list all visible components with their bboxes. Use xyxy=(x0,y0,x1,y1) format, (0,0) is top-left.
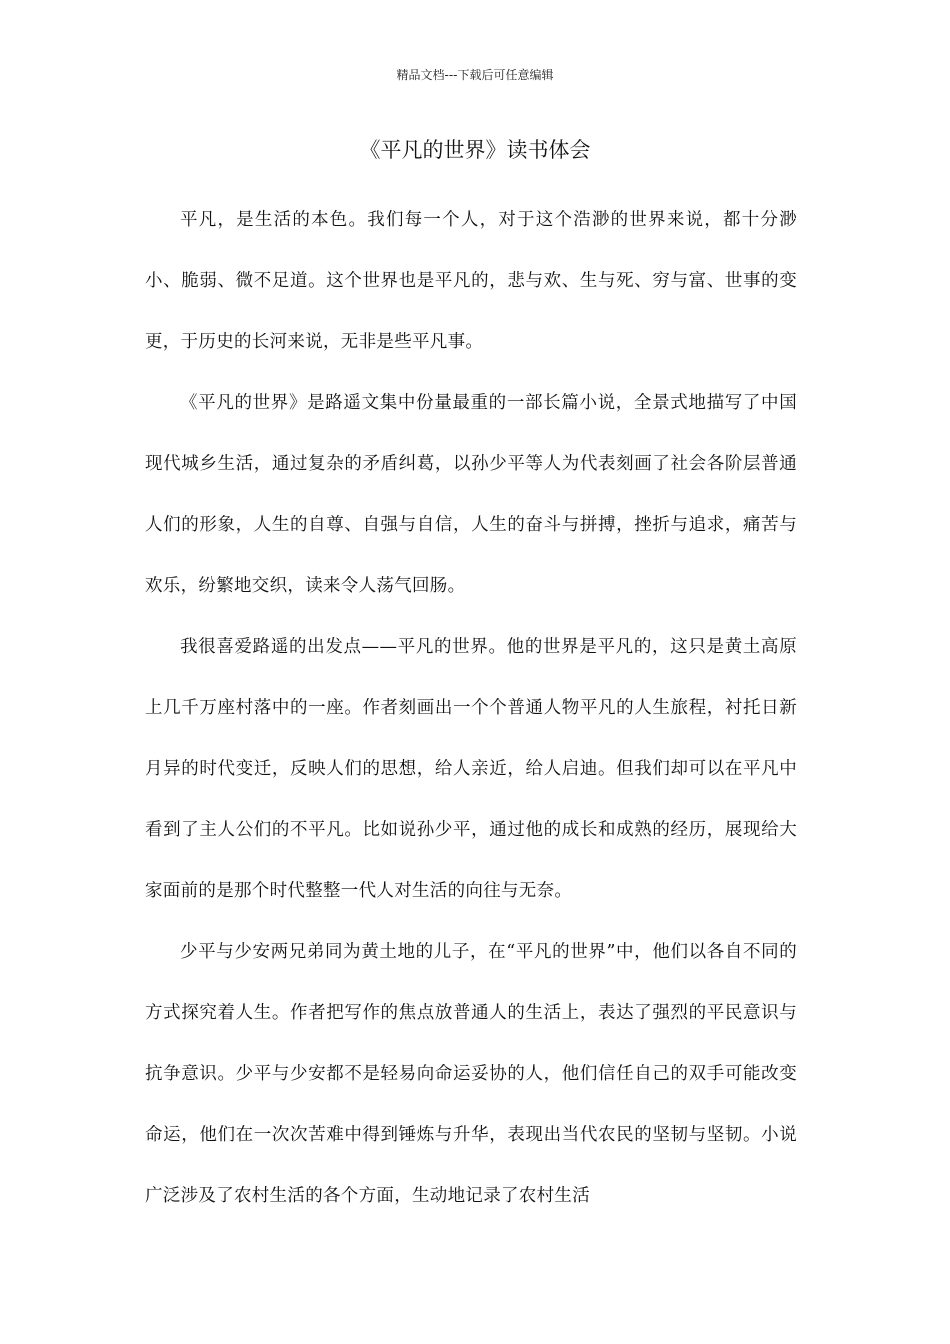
document-body xyxy=(145,190,797,1227)
paragraph: 我很喜爱路遥的出发点——平凡的世界。他的世界是平凡的，这只是黄土高原上几千万座村落中的一座。作者刻画出一个个普通人物平凡的人生旅程，衬托日新月异的时代变迁，反映人们的思想，给人亲近，给人启迪。但我们却可以在平凡中看到了主人公们的不平凡。比如说孙少平，通过他的成长和成熟的经历，展现给大家面前的是那个时代整整一代人对生活的向往与无奈。 xyxy=(145,637,797,901)
document-title: 《平凡的世界》读书体会 xyxy=(359,138,591,162)
paragraph: 《平凡的世界》是路遥文集中份量最重的一部长篇小说，全景式地描写了中国现代城乡生活，通过复杂的矛盾纠葛，以孙少平等人为代表刻画了社会各阶层普通人们的形象，人生的自尊、自强与自信，人生的奋斗与拼搏，挫折与追求，痛苦与欢乐，纷繁地交织，读来令人荡气回肠。 xyxy=(145,393,797,596)
page-header: 精品文档---下载后可任意编辑 xyxy=(396,68,554,82)
paragraph: 少平与少安两兄弟同为黄土地的儿子，在“平凡的世界”中，他们以各自不同的方式探究着人生。作者把写作的焦点放普通人的生活上，表达了强烈的平民意识与抗争意识。少平与少安都不是轻易向命运妥协的人，他们信任自己的双手可能改变命运，他们在一次次苦难中得到锤炼与升华，表现出当代农民的坚韧与坚韧。小说广泛涉及了农村生活的各个方面，生动地记录了农村生活 xyxy=(145,942,797,1206)
paragraph: 平凡，是生活的本色。我们每一个人，对于这个浩渺的世界来说，都十分渺小、脆弱、微不足道。这个世界也是平凡的，悲与欢、生与死、穷与富、世事的变更，于历史的长河来说，无非是些平凡事。 xyxy=(145,210,797,352)
